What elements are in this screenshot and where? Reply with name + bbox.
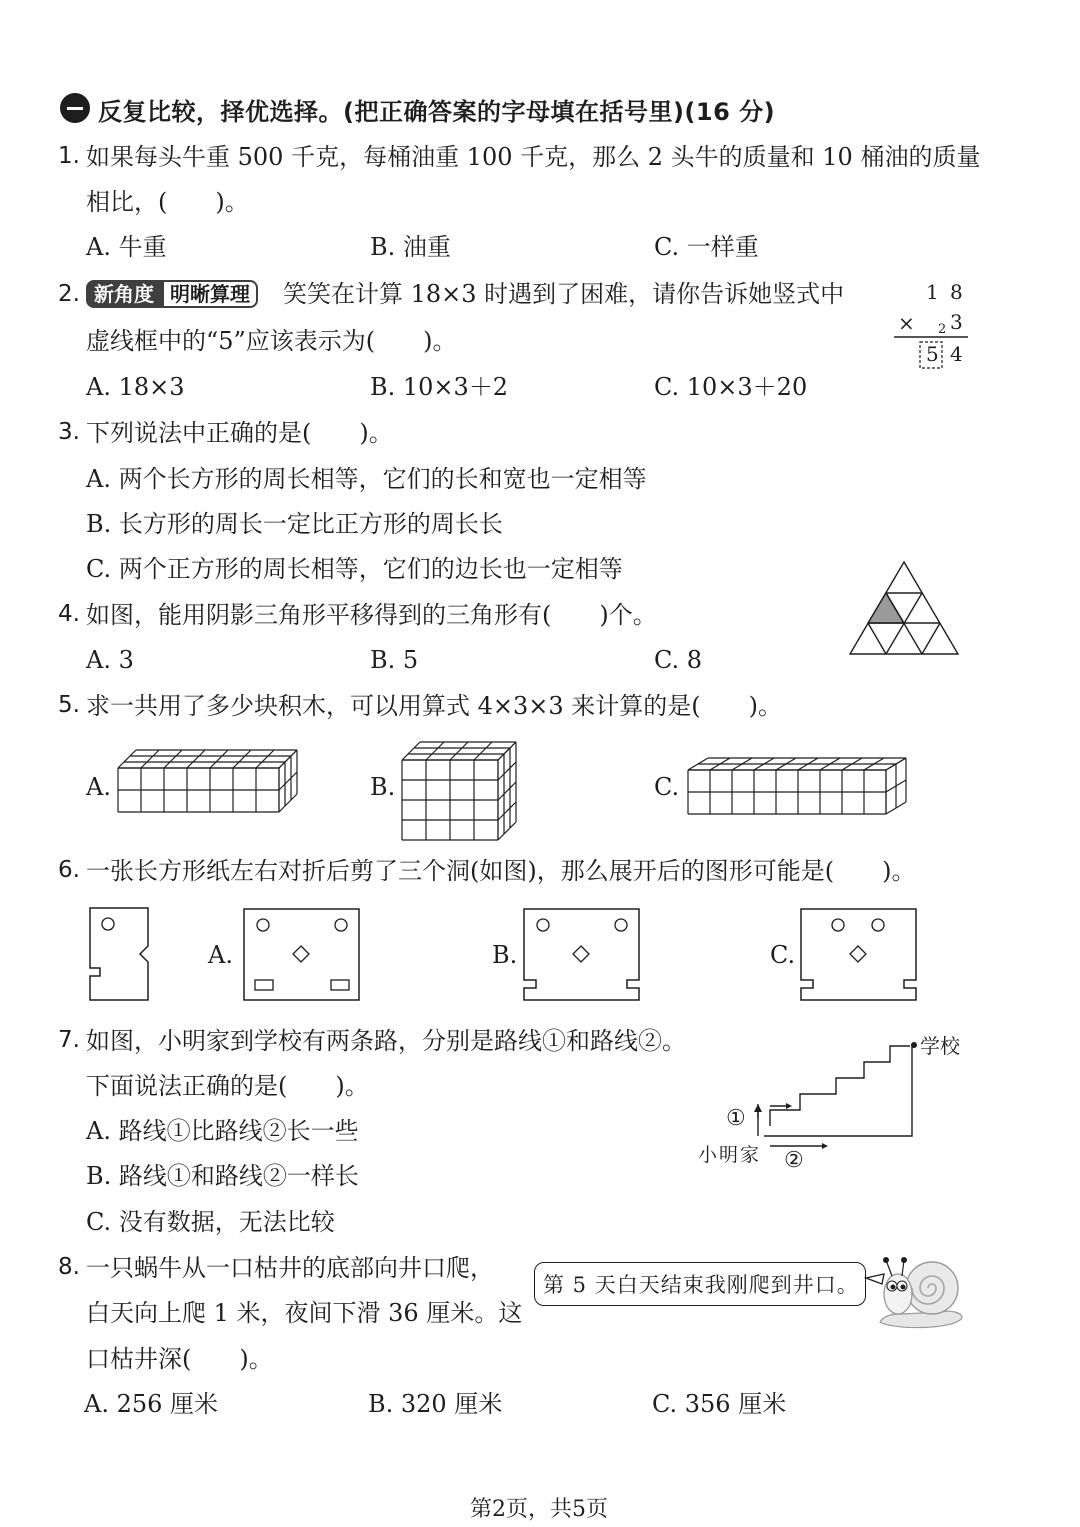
q6-number: 6. [58,857,80,883]
snail-icon [862,1254,964,1330]
vm-result-digit-2: 4 [950,342,963,366]
q3-option-c[interactable]: C. 两个正方形的周长相等，它们的边长也一定相等 [86,555,623,583]
q4-option-c[interactable]: C. 8 [654,646,703,674]
q6-stem: 一张长方形纸左右对折后剪了三个洞(如图)，那么展开后的图形可能是( )。 [86,857,916,885]
q3-number: 3. [58,419,80,445]
q2-option-c[interactable]: C. 10×3＋20 [654,373,808,401]
snail-speech-text: 第 5 天白天结束我刚爬到井口。 [543,1273,859,1297]
q4-option-b[interactable]: B. 5 [370,646,419,674]
q7-stem-line2: 下面说法正确的是( )。 [86,1072,369,1100]
q8-stem-line2: 白天向上爬 1 米，夜间下滑 36 厘米。这 [86,1299,523,1327]
q6-label-b[interactable]: B. [492,941,518,969]
route-home-label: 小明家 [698,1144,762,1166]
q5-label-c[interactable]: C. [654,773,680,801]
q6-label-a[interactable]: A. [208,941,233,969]
q3-option-b[interactable]: B. 长方形的周长一定比正方形的周长长 [86,510,503,538]
q2-option-b[interactable]: B. 10×3＋2 [370,373,509,401]
tag-new-angle: 新角度 [86,280,162,308]
route-2-label: ② [784,1148,804,1173]
q8-stem-line3: 口枯井深( )。 [86,1345,273,1373]
vm-times-sign: × [898,311,915,335]
q2-stem-line2: 虚线框中的“5”应该表示为( )。 [86,327,457,355]
q1-option-b[interactable]: B. 油重 [370,233,451,261]
q1-option-a[interactable]: A. 牛重 [86,233,167,261]
q8-number: 8. [58,1254,80,1280]
q7-option-c[interactable]: C. 没有数据，无法比较 [86,1208,335,1236]
q3-stem: 下列说法中正确的是( )。 [86,419,393,447]
vm-top-digit-1: 1 [926,280,939,304]
q7-option-b[interactable]: B. 路线①和路线②一样长 [86,1162,359,1190]
q4-stem: 如图，能用阴影三角形平移得到的三角形有( )个。 [86,601,657,629]
q5-label-a[interactable]: A. [86,773,111,801]
q3-option-a[interactable]: A. 两个长方形的周长相等，它们的长和宽也一定相等 [86,465,647,493]
vm-carry: 2 [938,322,947,337]
q4-option-a[interactable]: A. 3 [86,646,134,674]
q2-stem-line1: 笑笑在计算 18×3 时遇到了困难，请你告诉她竖式中 [283,280,845,308]
q1-stem-line1: 如果每头牛重 500 千克，每桶油重 100 千克，那么 2 头牛的质量和 10 桶油的质量 [86,143,981,171]
tag-calc-reason: 明晰算理 [162,280,258,308]
q8-stem-line1: 一只蜗牛从一口枯井的底部向井口爬， [86,1254,494,1282]
q8-option-b[interactable]: B. 320 厘米 [368,1390,503,1418]
route-school-label: 学校 [920,1034,960,1058]
section-title: 反复比较，择优选择。(把正确答案的字母填在括号里)(16 分) [98,98,776,126]
page-footer: 第2页，共5页 [470,1497,608,1522]
q5-number: 5. [58,692,80,718]
q2-option-a[interactable]: A. 18×3 [86,373,185,401]
q8-option-a[interactable]: A. 256 厘米 [84,1390,219,1418]
q4-number: 4. [58,601,80,627]
q5-label-b[interactable]: B. [370,773,396,801]
vm-top-digit-2: 8 [950,280,963,304]
q7-option-a[interactable]: A. 路线①比路线②长一些 [86,1117,359,1145]
q1-option-c[interactable]: C. 一样重 [654,233,759,261]
vm-multiplier: 3 [950,310,963,334]
snail-speech-bubble [534,1262,866,1306]
q6-label-c[interactable]: C. [770,941,796,969]
q1-stem-line2: 相比，( )。 [86,188,249,216]
route-1-label: ① [726,1106,746,1131]
q7-stem-line1: 如图，小明家到学校有两条路，分别是路线①和路线②。 [86,1027,686,1055]
vm-result-digit-1: 5 [926,342,939,366]
q8-option-c[interactable]: C. 356 厘米 [652,1390,787,1418]
q2-number: 2. [58,281,80,307]
q1-number: 1. [58,143,80,169]
q5-stem: 求一共用了多少块积木，可以用算式 4×3×3 来计算的是( )。 [86,692,783,720]
q7-number: 7. [58,1027,80,1053]
